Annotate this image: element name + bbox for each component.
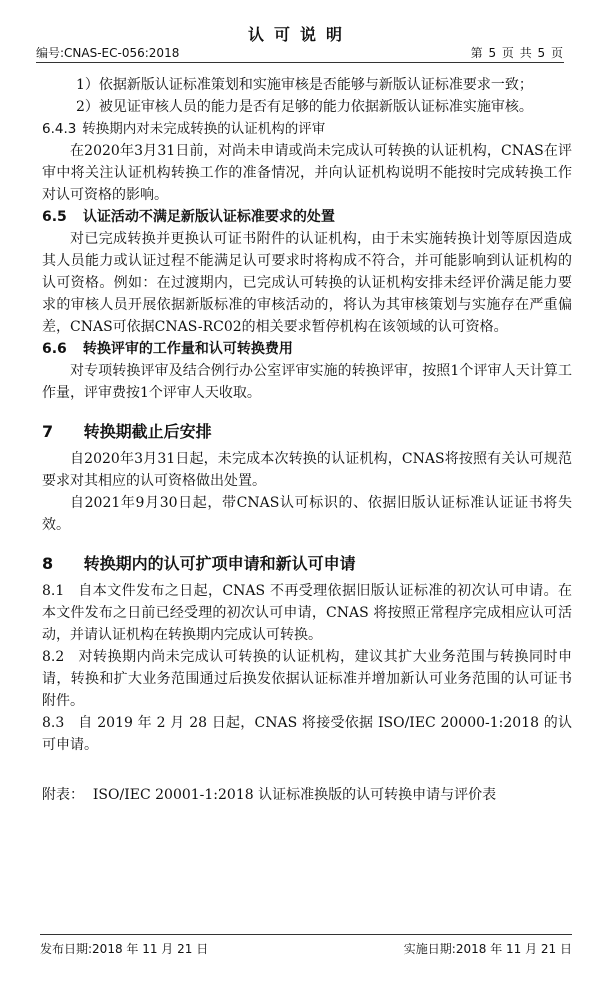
page-footer [40,934,572,956]
list-item-2: 2）被见证审核人员的能力是否有足够的能力依据新版认证标准实施审核。 [76,99,533,115]
section-7-paragraph-1: 自2020年3月31日起，未完成本次转换的认证机构，CNAS将按照有关认可规范要求对其相应的认可资格做出处置。 [42,451,572,489]
section-6-4-3-heading [42,118,572,140]
section-text: 自本文件发布之日起，CNAS 不再受理依据旧版认证标准的初次认可申请。在本文件发布之日前已经受理的初次认可申请，CNAS 将按照正常程序完成相应认可活动，并请认证机构在转换期内完成认可转换。 [42,583,572,643]
appendix-label: 附表： [42,787,84,803]
section-6-4-3-paragraph: 在2020年3月31日前，对尚未申请或尚未完成认可转换的认证机构，CNAS在评审中将关注认证机构转换工作的准备情况，并向认证机构说明不能按时完成转换工作对认可资格的影响。 [42,143,572,203]
section-number: 7 [42,422,54,441]
section-6-5-heading [42,206,572,228]
appendix-text: ISO/IEC 20001-1:2018 认证标准换版的认可转换申请与评价表 [92,787,497,803]
section-8-heading [42,552,572,576]
section-8-1 [42,580,572,646]
section-8-3 [42,712,572,756]
section-title: 转换期截止后安排 [83,422,212,441]
section-7-paragraph-2: 自2021年9月30日起，带CNAS认可标识的、依据旧版认证标准认证证书将失效。 [42,495,572,533]
appendix-line [42,784,572,806]
document-body [42,74,572,806]
issue-date: 发布日期:2018 年 11 月 21 日 [40,942,209,956]
section-title: 转换评审的工作量和认可转换费用 [82,341,293,357]
section-number: 8.2 [42,649,65,665]
list-item-1: 1）依据新版认证标准策划和实施审核是否能够与新版认证标准要求一致； [76,77,533,93]
section-number: 6.6 [42,341,67,357]
section-number: 8.1 [42,583,65,599]
doc-number: 编号:CNAS-EC-056:2018 [36,46,180,60]
section-text: 自 2019 年 2 月 28 日起，CNAS 将接受依据 ISO/IEC 20000-1:2018 的认可申请。 [42,715,572,753]
page-number: 第 5 页 共 5 页 [470,46,564,60]
section-7-heading [42,420,572,444]
section-text: 对转换期内尚未完成认可转换的认证机构，建议其扩大业务范围与转换同时申请，转换和扩大业务范围通过后换发依据认证标准并增加新认可业务范围的认可证书附件。 [42,649,572,709]
section-title: 认证活动不满足新版认证标准要求的处置 [82,209,335,225]
section-title: 转换期内对未完成转换的认证机构的评审 [82,121,326,137]
page-header [36,24,564,63]
section-6-6-paragraph: 对专项转换评审及结合例行办公室评审实施的转换评审，按照1个评审人天计算工作量，评审费按1个评审人天收取。 [42,363,572,401]
section-number: 6.4.3 [42,121,77,137]
section-number: 8.3 [42,715,65,731]
effective-date: 实施日期:2018 年 11 月 21 日 [403,942,572,956]
section-6-5-paragraph: 对已完成转换并更换认可证书附件的认证机构，由于未实施转换计划等原因造成其人员能力或认证过程不能满足认可要求时将构成不符合，并可能影响到认证机构的认可资格。例如：在过渡期内，已完成认可转换的认证机构安排未经评价满足能力要求的审核人员开展依据新版标准的审核活动的，将认为其审核策划与实施存在严重偏差，CNAS可依据CNAS-RC02的相关要求暂停机构在该领域的认可资格。 [42,231,572,335]
section-number: 8 [42,554,54,573]
section-6-6-heading [42,338,572,360]
section-number: 6.5 [42,209,67,225]
section-8-2 [42,646,572,712]
header-title: 认可说明 [247,25,352,44]
section-title: 转换期内的认可扩项申请和新认可申请 [83,554,356,573]
